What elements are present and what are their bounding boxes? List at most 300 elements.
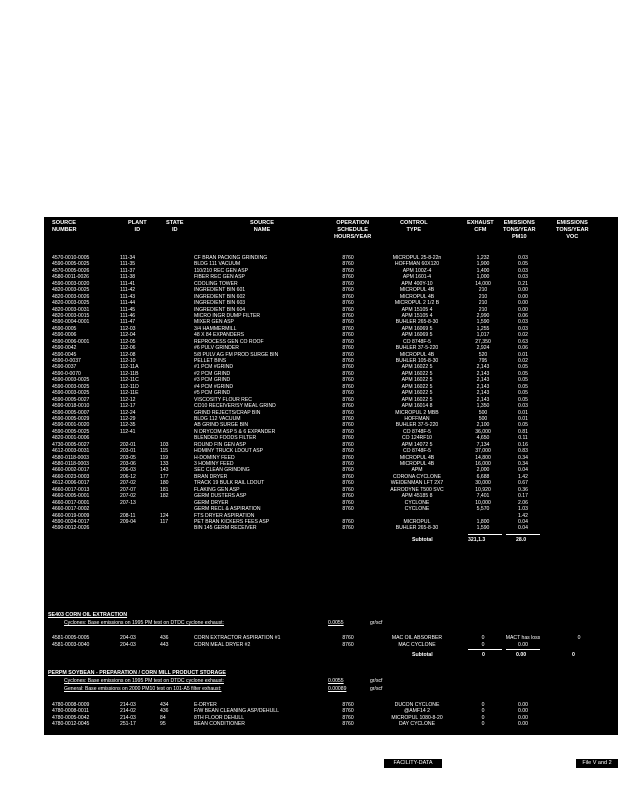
cell-plant: 203-05 [120,454,136,461]
cell-cfm: 0 [481,721,485,728]
cell-src: 4590-0006-0001 [52,338,90,345]
cell-ctrl: CO 8748F-5 [402,448,432,455]
cell-src: 4820-0003-0015 [52,312,90,319]
cell-state: 182 [160,493,169,500]
cell-name: CF BRAN PACKING GRINDING [194,255,268,261]
cell-ctrl: MICROPUL 2 MBB [395,409,439,416]
cell-ctrl: MAC CYCLONE [398,642,436,648]
cell-src: 4780-0012-0045 [52,721,90,728]
cell-op: 8760 [342,261,354,268]
cell-name: #5 PCM GRIND [194,390,231,397]
cell-plant: 111-42 [120,287,136,294]
cell-ctrl: MICROPUL 4B [399,293,435,300]
cell-pm: 0.03 [518,255,528,261]
cell-name: GRIND REJECTS/CRAP BIN [194,409,261,416]
cell-cfm: 2,143 [476,370,490,377]
cell-src: 4590-0005-0029 [52,415,90,422]
cell-plant: 112-11B [120,370,139,377]
cell-src: 4580-0011-0026 [52,274,90,281]
cell-op: 8760 [342,332,354,339]
cell-op: 8760 [342,415,354,422]
cell-pm: 0.00 [518,306,528,313]
cell-op: 8760 [342,708,354,715]
cell-op: 8760 [342,422,354,429]
cell-name: BLDG 112 VACUUM [194,415,241,422]
cell-cfm: 0 [481,642,485,648]
cell-op: 8760 [342,267,354,274]
cell-op: 8760 [342,312,354,319]
cell-plant: 112-05 [120,338,136,345]
cell-src: 4590-0005 [52,325,77,332]
cell-cfm: 1,017 [476,332,490,339]
cell-plant: 112-24 [120,409,136,416]
cell-plant: 202-01 [120,441,136,448]
cell-state: 181 [160,486,169,493]
cell-cfm: 500 [478,415,488,422]
cell-name: CO10 RECEIVER/SY MEAL GRIND [194,403,276,410]
cell-ctrl: CO 8748F-5 [402,338,432,345]
cell-cfm: 37,000 [475,448,491,455]
section-rows [44,635,618,649]
col-source-name: SOURCE NAME [250,220,274,233]
cell-src: 4820-0001-0006 [52,435,90,442]
cell-pm: 0.05 [518,396,528,403]
cell-src: 4780-0008-0009 [52,702,90,708]
subtotal-cfm: 321,1.3 [468,537,486,543]
cell-ctrl: MICROPUL 25-8-22n [392,255,442,261]
cell-pm: 0.00 [518,642,528,648]
cell-cfm: 520 [478,351,488,358]
cell-plant: 112-41 [120,428,136,435]
table-row [44,635,618,642]
cell-ctrl: DAY CYCLONE [398,721,436,728]
cell-op: 8760 [342,714,354,721]
cell-plant: 112-29 [120,415,136,422]
section-factor: 0.00089 [328,686,347,692]
cell-pm: 0.05 [518,377,528,384]
cell-name: 3/4 HAMMERMILL [194,325,237,332]
cell-plant: 111-46 [120,312,136,319]
table-body [44,255,618,532]
cell-name: SEC CLEAN GRINDING [194,467,250,474]
cell-plant: 112-12 [120,396,136,403]
cell-cfm: 14,800 [475,454,491,461]
cell-pm: 1.42 [518,473,528,480]
cell-cfm: 2,143 [476,396,490,403]
cell-plant: 111-43 [120,293,136,300]
cell-pm: 0.01 [518,351,528,358]
cell-plant: 208-11 [120,512,136,519]
cell-name: 110/210 REC GEN ASP [194,267,248,274]
cell-op: 8760 [342,390,354,397]
cell-pm: 0.05 [518,422,528,429]
cell-op: 8760 [342,435,354,442]
cell-op: 8760 [342,306,354,313]
cell-ctrl: CYCLONE [404,499,430,506]
cell-pm: 0.04 [518,525,528,532]
cell-op: 8760 [342,486,354,493]
table-header [44,220,618,254]
cell-src: 4580-0118-0003 [52,454,90,461]
cell-ctrl: MICROPUL 1080-8-20 [391,714,443,721]
cell-ctrl: APM 15105 4 [401,312,433,319]
cell-ctrl: DUCON CYCLONE [394,702,440,708]
cell-src: 4590-0003-0025 [52,383,90,390]
cell-src: 4590-0037 [52,364,77,371]
table-row [44,642,618,649]
cell-op: 8760 [342,287,354,294]
cell-state: 103 [160,441,169,448]
cell-name: H-DOMINY FEED [194,454,235,461]
cell-plant: 112-06 [120,345,136,352]
cell-cfm: 1,590 [476,525,490,532]
cell-ctrl: MICROPUL 4B [399,351,435,358]
cell-name: #6 PULV GRINDER [194,345,239,352]
cell-plant: 204-03 [120,635,136,641]
cell-cfm: 210 [478,293,488,300]
cell-state: 177 [160,473,169,480]
cell-cfm: 16,000 [475,461,491,467]
cell-op: 8760 [342,319,354,326]
cell-src: 4570-0010-0005 [52,255,90,261]
cell-cfm: 210 [478,287,488,294]
cell-name: MICRO INGR DUMP FILTER [194,312,261,319]
cell-ctrl: BUHLER 37-5-220 [395,422,439,429]
cell-plant: 206-03 [120,467,136,474]
section-factor: 0.0055 [328,620,344,626]
cell-pm: 0.00 [518,300,528,307]
cell-src: 4660-0023-0003 [52,473,90,480]
cell-op: 8760 [342,325,354,332]
cell-ctrl: MAC OIL ABSORBER [391,635,443,641]
cell-ctrl: APM 16014 8 [401,403,433,410]
cell-src: 4612-0003-0031 [52,448,90,455]
cell-plant: 207-07 [120,486,136,493]
cell-ctrl: CORONA CYCLONE [392,473,442,480]
cell-plant: 204-03 [120,642,136,648]
cell-name: INGREDIENT BIN 603 [194,300,246,307]
cell-state: 436 [160,635,169,641]
cell-ctrl: WEIDENMAN LFT 2X7 [390,480,444,487]
section-title-corn-oil: SE403 CORN OIL EXTRACTION [48,612,128,618]
cell-op: 8760 [342,377,354,384]
cell-pm: 0.17 [518,493,528,500]
cell-name: INGREDIENT BIN 604 [194,306,246,313]
cell-plant: 112-11A [120,364,139,371]
cell-src: 4660-0017-0013 [52,486,90,493]
cell-cfm: 0 [481,702,485,708]
cell-ctrl: BUHLER 37-5-220 [395,345,439,352]
cell-ctrl: MICROPUL 4B [399,454,435,461]
cell-op: 8760 [342,448,354,455]
cell-pm: 0.06 [518,345,528,352]
cell-cfm: 500 [478,409,488,416]
footer-page-label: File V and 2 [576,759,618,768]
cell-state: 115 [160,448,169,455]
cell-pm: 0.00 [518,708,528,715]
col-control: CONTROL TYPE [400,220,428,233]
cell-src: 4581-0003-0040 [52,642,90,648]
cell-cfm: 10,920 [475,486,491,493]
cell-pm: 0.03 [518,274,528,281]
cell-cfm: 27,350 [475,338,491,345]
cell-src: 4820-0003-0026 [52,293,90,300]
cell-plant: 206-12 [120,473,136,480]
cell-name: 8TH FLOOR DEHULL [194,714,245,721]
subtotal-label: Subtotal [412,652,433,658]
cell-plant: 203-06 [120,461,136,467]
cell-ctrl: APM 16069 5 [401,332,433,339]
cell-op: 8760 [342,300,354,307]
cell-cfm: 2,143 [476,377,490,384]
cell-voc: 0 [577,635,581,641]
cell-state: 443 [160,642,169,648]
cell-cfm: 4,650 [476,435,490,442]
cell-src: 4590-0005-0027 [52,396,90,403]
section-note: General: Base emissions on 2000 PM10 test on 101-A5 filter exhaust: [64,686,222,692]
cell-pm: 0.01 [518,409,528,416]
cell-src: 4590-0001-0020 [52,422,90,429]
cell-cfm: 1,900 [476,261,490,268]
cell-ctrl: APM 45185 8 [401,493,433,500]
cell-pm: 0.83 [518,448,528,455]
cell-src: 4660-0017-0001 [52,499,90,506]
cell-ctrl: APM [411,467,423,474]
cell-src: 4660-0002-0017 [52,467,90,474]
cell-cfm: 0 [481,714,485,721]
cell-cfm: 2,143 [476,364,490,371]
cell-op: 8760 [342,506,354,513]
cell-src: 4820-0003-0031 [52,306,90,313]
cell-name: FTS DRYER ASPIRATION [194,512,255,519]
cell-state: 124 [160,512,169,519]
cell-ctrl: BUHLER 105-8-30 [395,358,439,364]
cell-src: 4612-0006-0017 [52,480,90,487]
section-note: Cyclones: Base emissions on 1995 PM test on DTDC cyclone exhaust: [64,678,224,684]
subtotal-pm: 28.0 [516,537,527,543]
cell-ctrl: MICROPUL 2 1/2 B [394,300,440,307]
cell-op: 8760 [342,358,354,364]
cell-cfm: 6,688 [476,473,490,480]
cell-pm: 0.05 [518,383,528,390]
cell-ctrl: APM 1601-4 [402,274,432,281]
cell-name: N DRYCOM ASP 5 & 6 EXPANDER [194,428,276,435]
cell-src: 4590-0045 [52,351,77,358]
cell-op: 8760 [342,293,354,300]
cell-name: HOMINY TRUCK LDOUT ASP [194,448,264,455]
cell-plant: 111-35 [120,261,136,268]
cell-plant: 112-10 [120,358,136,364]
cell-pm: 0.00 [518,721,528,728]
cell-name: E-DRYER [194,702,217,708]
cell-pm: 0.16 [518,441,528,448]
cell-ctrl: MICROPUL 4B [399,461,435,467]
cell-state: 117 [160,518,169,525]
cell-name: #3 PCM GRIND [194,377,231,384]
cell-name: FIBER REC GEN ASP [194,274,245,281]
subtotal-pm: 0.00 [516,652,527,658]
cell-src: 4660-0005-0001 [52,493,90,500]
cell-name: VISCOSITY FLOUR REC [194,396,252,403]
cell-pm: 0.63 [518,338,528,345]
cell-cfm: 1,000 [476,274,490,281]
cell-pm: 0.34 [518,461,528,467]
cell-ctrl: APM 15105 4 [401,306,433,313]
cell-cfm: 1,400 [476,267,490,274]
cell-name: 48 X 84 EXPANDERS [194,332,245,339]
cell-name: BLENDED FOODS FILTER [194,435,257,442]
subtotal-rule [506,534,540,535]
cell-name: 3 HOMINY FEED [194,461,234,467]
cell-src: 4580-0118-0003 [52,461,90,467]
cell-ctrl: AERODYNE T500 SVC [390,486,444,493]
cell-plant: 111-47 [120,319,136,326]
cell-op: 8760 [342,403,354,410]
col-state-id: STATE ID [166,220,184,233]
cell-ctrl: APM 16022 5 [401,396,433,403]
cell-ctrl: APM 14072 5 [401,441,433,448]
cell-pm: 0.11 [518,435,528,442]
cell-state: 84 [160,714,166,721]
cell-op: 8760 [342,409,354,416]
cell-cfm: 1,800 [476,518,490,525]
cell-cfm: 2,924 [476,345,490,352]
cell-cfm: 7,401 [476,493,490,500]
cell-ctrl: APM 16022 5 [401,364,433,371]
subtotal-rule [506,649,540,650]
cell-state: 95 [160,721,166,728]
cell-ctrl: BUHLER 265-8-30 [395,319,439,326]
cell-cfm: 10,000 [475,499,491,506]
cell-plant: 207-13 [120,499,136,506]
cell-op: 8760 [342,467,354,474]
cell-name: TRACK 19 BULK RAIL LDOUT [194,480,265,487]
cell-cfm: 0 [481,635,485,641]
subtotal-cfm: 0 [482,652,485,658]
cell-ctrl: @AMF14 2 [404,708,430,715]
cell-op: 8760 [342,383,354,390]
cell-pm: 0.03 [518,319,528,326]
col-source-number: SOURCE NUMBER [52,220,77,233]
cell-src: 4780-0008-0011 [52,708,90,715]
cell-pm: 0.36 [518,486,528,493]
cell-op: 8760 [342,364,354,371]
cell-name: CORN MEAL DRYER #2 [194,642,251,648]
cell-pm: 0.05 [518,370,528,377]
cell-cfm: 36,000 [475,428,491,435]
cell-src: 4820-0003-0025 [52,300,90,307]
cell-plant: 112-11E [120,390,139,397]
cell-pm: 0.02 [518,332,528,339]
cell-plant: 112-35 [120,422,136,429]
cell-src: 4660-0019-0009 [52,512,90,519]
cell-cfm: 1,350 [476,403,490,410]
cell-state: 143 [160,467,169,474]
cell-plant: 214-03 [120,702,136,708]
cell-pm: 0.04 [518,518,528,525]
cell-op: 8760 [342,461,354,467]
cell-plant: 112-17 [120,403,136,410]
subtotal-rule [468,534,502,535]
section-factor-unit: gr/scf [370,678,383,684]
cell-src: 4590-0042 [52,345,77,352]
cell-src: 4590-0005-0007 [52,409,90,416]
cell-pm: 0.03 [518,267,528,274]
emissions-table-sheet [44,217,618,735]
section-factor-unit: gr/scf [370,620,383,626]
cell-op: 8760 [342,480,354,487]
cell-state: 436 [160,708,169,715]
table-row [44,721,618,727]
cell-cfm: 0 [481,708,485,715]
cell-plant: 207-02 [120,480,136,487]
cell-name: MIXER GEN ASP [194,319,234,326]
cell-pm: 0.34 [518,454,528,461]
cell-op: 8760 [342,351,354,358]
cell-pm: 0.00 [518,702,528,708]
cell-src: 4590-0003-0025 [52,390,90,397]
cell-src: 4660-0017-0002 [52,506,90,513]
cell-pm: 0.81 [518,428,528,435]
col-exhaust: EXHAUST CFM [467,220,494,233]
cell-pm: 0.01 [518,415,528,422]
cell-cfm: 2,143 [476,383,490,390]
cell-ctrl: CYCLONE [404,506,430,513]
cell-ctrl: APM 16022 5 [401,370,433,377]
cell-plant: 251-17 [120,721,136,728]
cell-name: BIN 145 GERM RECEIVER [194,525,257,532]
cell-src: 4590-0004-0001 [52,319,90,326]
cell-name: AB GRIND SURGE BIN [194,422,249,429]
cell-plant: 112-11D [120,383,139,390]
cell-cfm: 2,990 [476,312,490,319]
cell-pm: 0.05 [518,261,528,268]
cell-plant: 203-01 [120,448,136,455]
cell-name: GERM RECL & ASPIRATION [194,506,261,513]
cell-pm: 0.05 [518,390,528,397]
cell-name: #2 PCM GRIND [194,370,231,377]
cell-pm: 1.03 [518,506,528,513]
cell-cfm: 210 [478,306,488,313]
cell-name: GERM DRYER [194,499,229,506]
cell-name: PET BRAN KICKERS FEES ASP [194,518,270,525]
cell-cfm: 2,000 [476,467,490,474]
cell-ctrl: HOFFMAN 60X120 [394,261,440,268]
cell-op: 8760 [342,499,354,506]
cell-ctrl: CO 8748F-5 [402,428,432,435]
cell-src: 4590-0018-0010 [52,403,90,410]
cell-op: 8760 [342,396,354,403]
cell-pm: 0.02 [518,358,528,364]
cell-state: 119 [160,454,169,461]
cell-op: 8760 [342,493,354,500]
cell-op: 8760 [342,274,354,281]
cell-pm: 0.00 [518,293,528,300]
cell-pm: 0.04 [518,467,528,474]
cell-ctrl: APM 16022 5 [401,377,433,384]
col-emissions-voc: EMISSIONS TONS/YEAR VOC [556,220,589,240]
cell-plant: 111-45 [120,306,136,313]
cell-src: 4570-0005-0026 [52,267,90,274]
cell-src: 4590-0006 [52,332,77,339]
cell-name: FLAKING GEN ASP [194,486,240,493]
cell-plant: 112-03 [120,325,136,332]
cell-name: #4 PCM #GRIND [194,383,234,390]
cell-src: 4590-0024-0017 [52,518,90,525]
cell-ctrl: APM 16069 5 [401,325,433,332]
col-operation: OPERATION SCHEDULE HOURS/YEAR [334,220,372,240]
cell-op: 8760 [342,473,354,480]
